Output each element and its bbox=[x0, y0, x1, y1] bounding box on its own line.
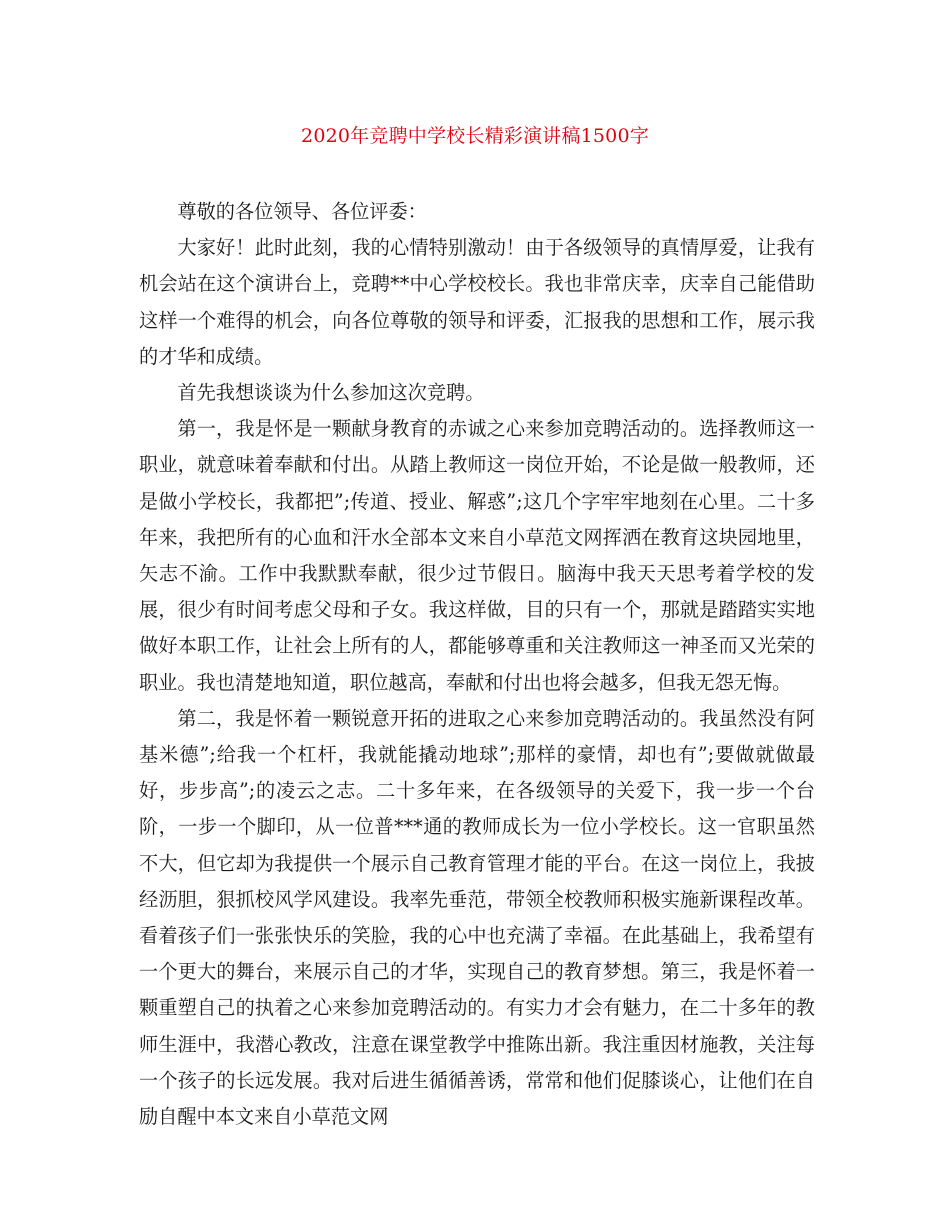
paragraph-first-reason: 第一，我是怀是一颗献身教育的赤诚之心来参加竞聘活动的。选择教师这一职业，就意味着奉献和付出。从踏上教师这一岗位开始，不论是做一般教师，还是做小学校长，我都把”;传道、授业、解惑”;这几个字牢牢地刻在心里。二十多年来，我把所有的心血和汗水全部本文来自小草范文网挥洒在教育这块园地里，矢志不渝。工作中我默默奉献，很少过节假日。脑海中我天天思考着学校的发展，很少有时间考虑父母和子女。我这样做，目的只有一个，那就是踏踏实实地做好本职工作，让社会上所有的人，都能够尊重和关注教师这一神圣而又光荣的职业。我也清楚地知道，职位越高，奉献和付出也将会越多，但我无怨无悔。 bbox=[139, 417, 815, 694]
paragraph-second-reason: 第二，我是怀着一颗锐意开拓的进取之心来参加竞聘活动的。我虽然没有阿基米德”;给我一个杠杆，我就能撬动地球”;那样的豪情，却也有”;要做就做最好，步步高”;的凌云之志。二十多年来，在各级领导的关爱下，我一步一个台阶，一步一个脚印，从一位普***通的教师成长为一位小学校长。这一官职虽然不大，但它却为我提供一个展示自己教育管理才能的平台。在这一岗位上，我披经沥胆，狠抓校风学风建设。我率先垂范，带领全校教师积极实施新课程改革。看着孩子们一张张快乐的笑脸，我的心中也充满了幸福。在此基础上，我希望有一个更大的舞台，来展示自己的才华，实现自己的教育梦想。第三，我是怀着一颗重塑自己的执着之心来参加竞聘活动的。有实力才会有魅力，在二十多年的教师生涯中，我潜心教改，注意在课堂教学中推陈出新。我注重因材施教，关注每一个孩子的长远发展。我对后进生循循善诱，常常和他们促膝谈心，让他们在自励自醒中本文来自小草范文网 bbox=[139, 706, 815, 1129]
paragraph-intro: 首先我想谈谈为什么参加这次竞聘。 bbox=[177, 381, 485, 405]
paragraph-greeting: 大家好！此时此刻，我的心情特别激动！由于各级领导的真情厚爱，让我有机会站在这个演讲台上，竞聘**中心学校校长。我也非常庆幸，庆幸自己能借助这样一个难得的机会，向各位尊敬的领导和评委，汇报我的思想和工作，展示我的才华和成绩。 bbox=[139, 236, 815, 368]
document-title: 2020年竞聘中学校长精彩演讲稿1500字 bbox=[301, 125, 649, 147]
paragraph-salutation: 尊敬的各位领导、各位评委： bbox=[177, 200, 427, 223]
document-body bbox=[139, 194, 815, 1135]
